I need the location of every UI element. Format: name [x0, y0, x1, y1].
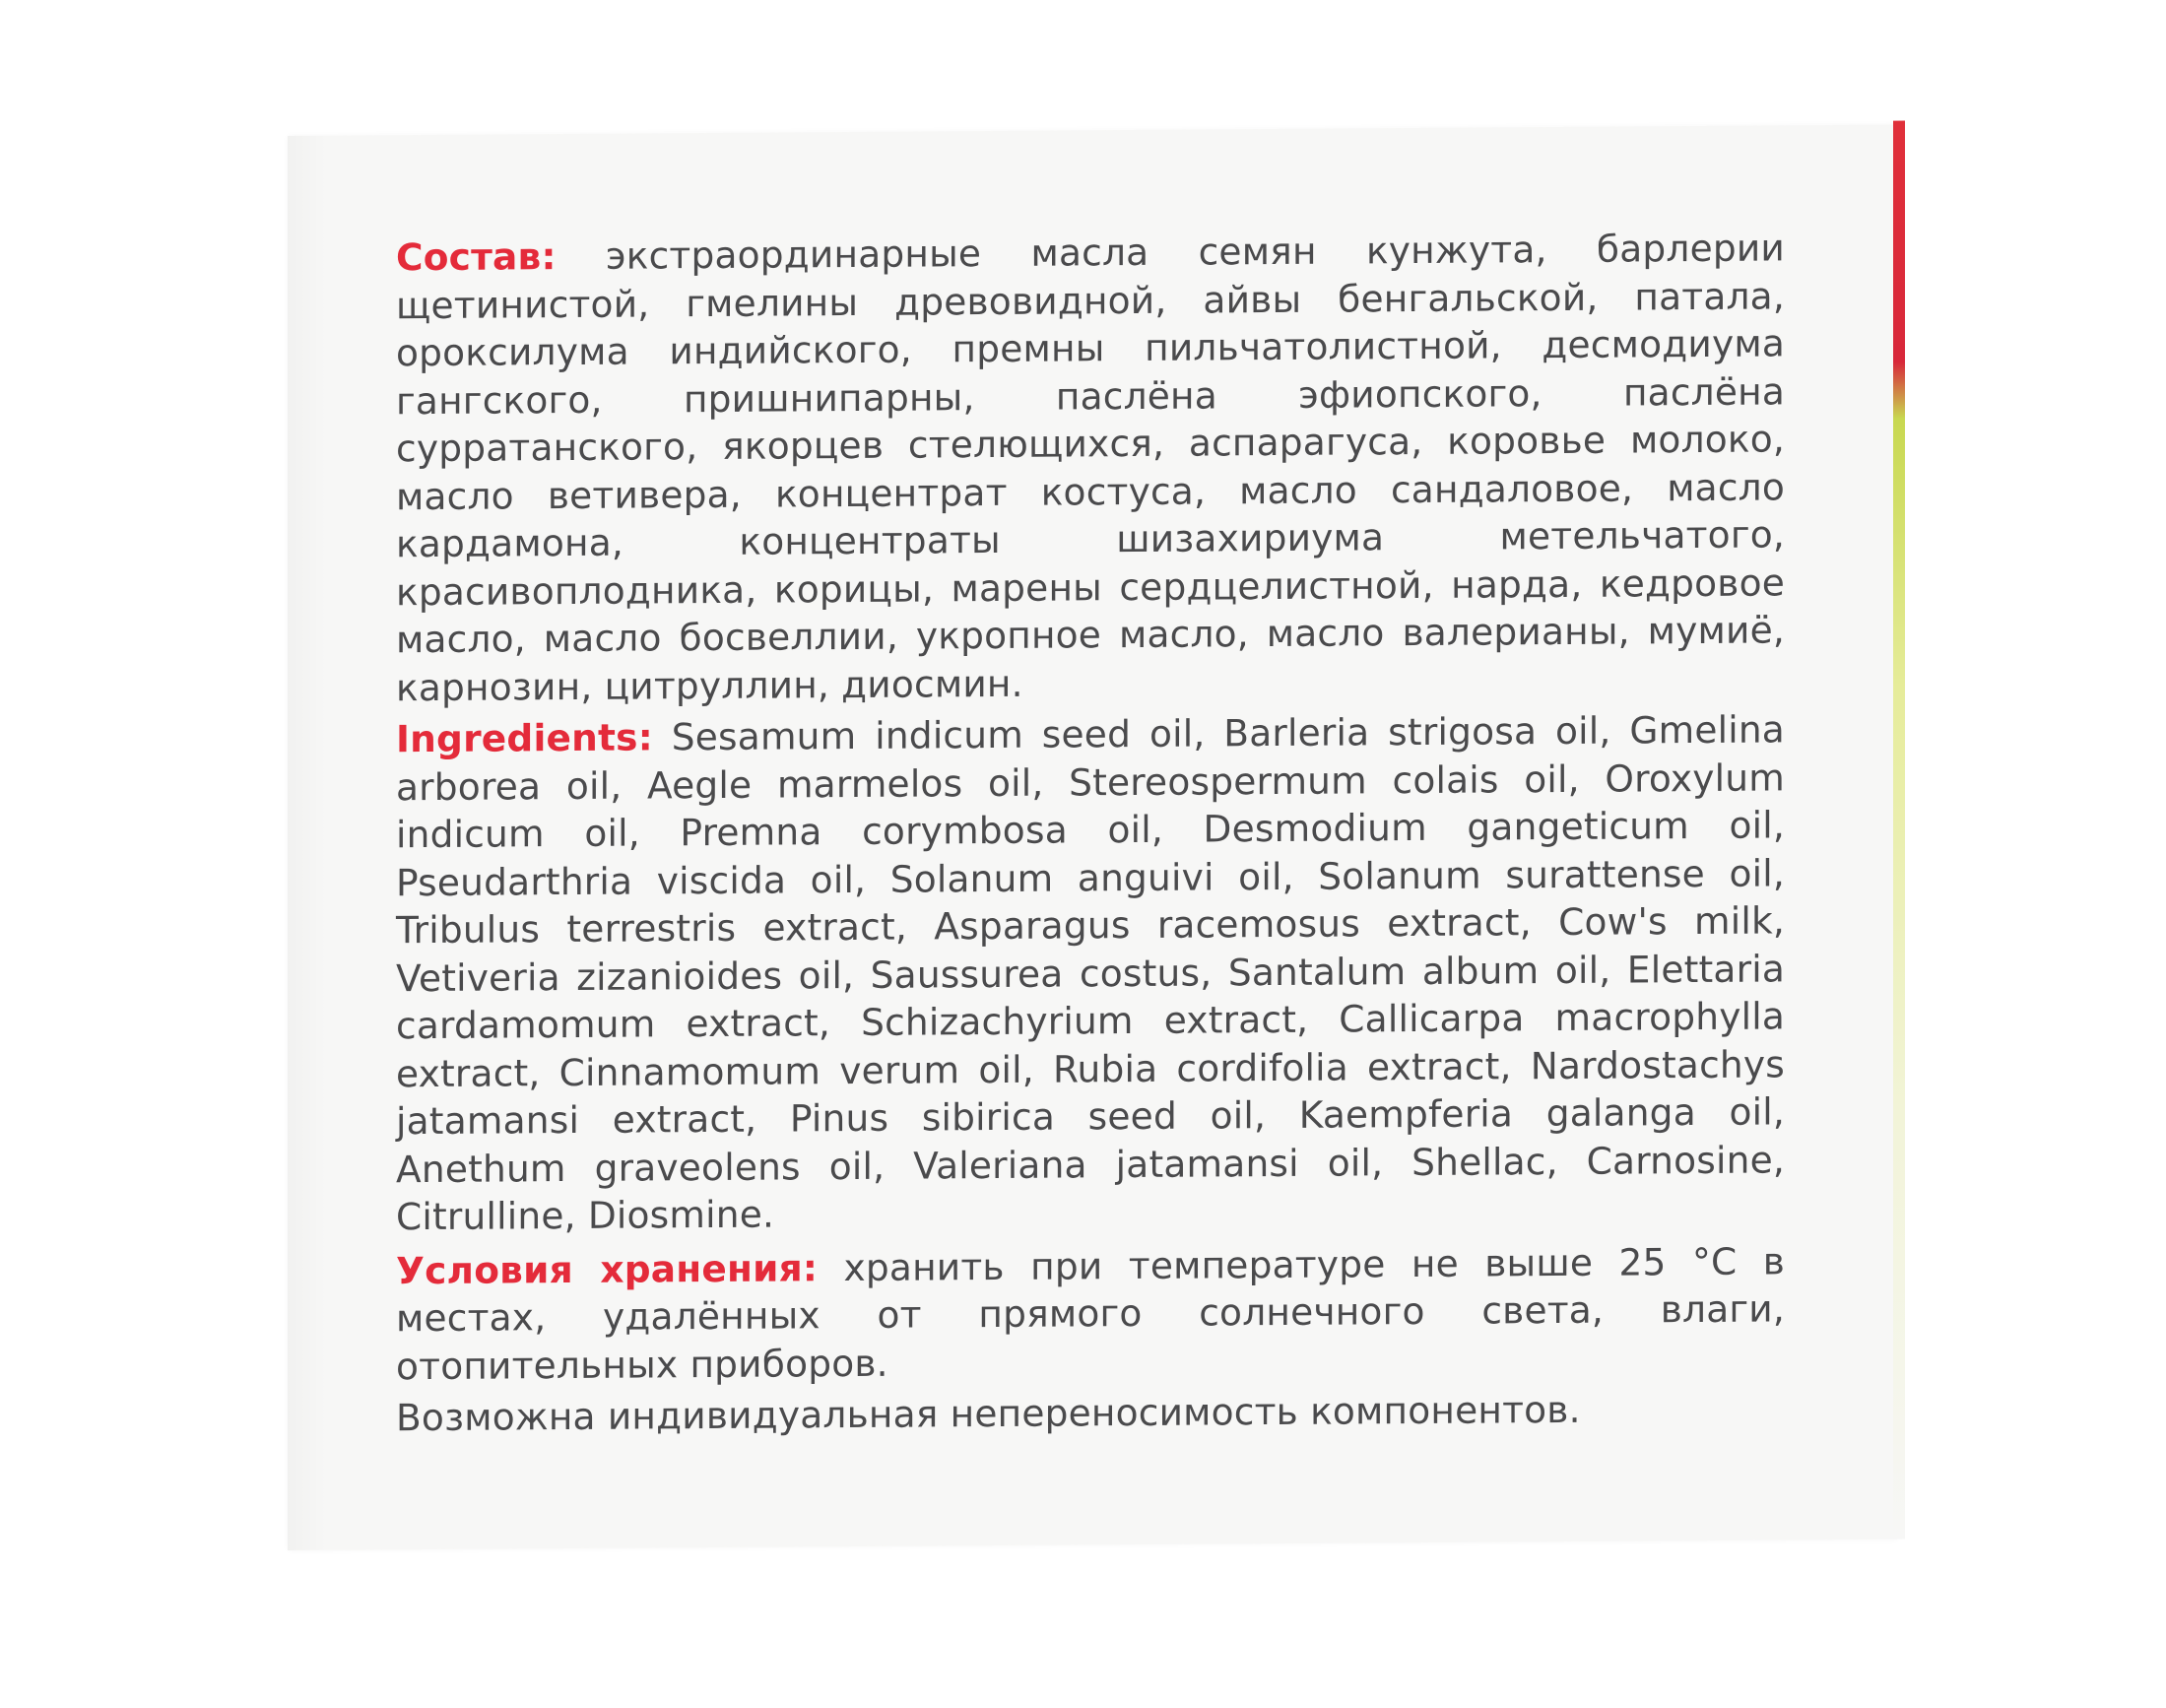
side-color-stripe	[1893, 121, 1905, 1540]
ingredients-text: Sesamum indicum seed oil, Barleria strigosa oil, Gmelina arborea oil, Aegle marmelos oil, Stereospermum colais oil, Oroxylum indicum oil, Premna corymbosa oil, Desmodium gangeticum oil, Pseudarthria viscida oil, Solanum anguivi oil, Solanum surattense oil, Tribulus terrestris extract, Asparagus racemosus extract, Cow's milk, Vetiveria zizanioides oil, Saussurea costus, Santalum album oil, Elettaria cardamomum extract, Schizachyrium extract, Callicarpa macrophylla extract, Cinnamomum verum oil, Rubia cordifolia extract, Nardostachys jatamansi extract, Pinus sibirica seed oil, Kaempferia galanga oil, Anethum graveolens oil, Valeriana jatamansi oil, Shellac, Carnosine, Citrulline, Diosmine.	[396, 707, 1785, 1239]
package-panel	[288, 125, 1897, 1550]
composition-heading: Состав:	[396, 234, 557, 280]
storage-text: хранить при температуре не выше 25 °С в местах, удалённых от прямого солнечного света, влаги, отопительных приборов.	[396, 1238, 1786, 1388]
composition-paragraph	[396, 224, 1785, 711]
storage-heading: Условия хранения:	[396, 1245, 819, 1292]
storage-paragraph	[396, 1237, 1785, 1390]
panel-edge-shade	[288, 136, 327, 1550]
intolerance-note: Возможна индивидуальная непереносимость компонентов.	[396, 1387, 1581, 1440]
label-text-block	[396, 224, 1785, 1445]
ingredients-paragraph	[396, 705, 1785, 1240]
composition-text: экстраординарные масла семян кунжута, барлерии щетинистой, гмелины древовидной, айвы бенгальской, патала, ороксилума индийского, премны пильчатолистной, десмодиума гангского, пришнипарны, паслёна эфиопского, паслёна сурратанского, якорцев стелющихся, аспарагуса, коровье молоко, масло ветивера, концентрат костуса, масло сандаловое, масло кардамона, концентраты шизахириума метельчатого, красивоплодника, корицы, марены сердцелистной, нарда, кедровое масло, масло босвеллии, укропное масло, масло валерианы, мумиё, карнозин, цитруллин, диосмин.	[396, 226, 1786, 709]
ingredients-heading: Ingredients:	[396, 715, 653, 761]
